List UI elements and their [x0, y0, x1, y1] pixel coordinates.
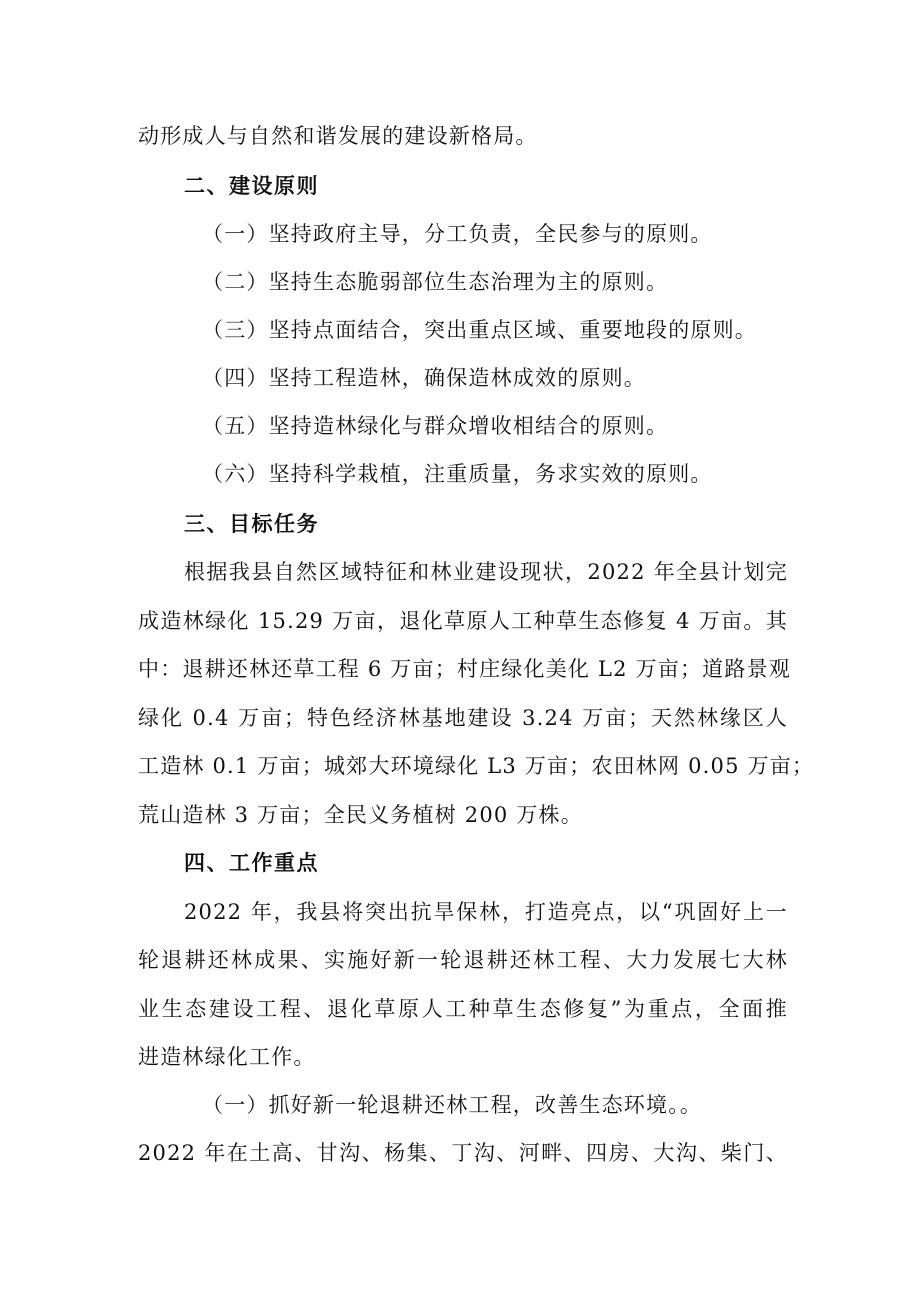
section-heading-focus: 四、工作重点 — [184, 851, 319, 875]
paragraph-line: 荒山造林 3 万亩；全民义务植树 200 万株。 — [138, 803, 583, 827]
section-heading-principles: 二、建设原则 — [184, 174, 319, 198]
paragraph-line: 进造林绿化工作。 — [138, 1045, 316, 1069]
principle-item: （三）坚持点面结合，突出重点区域、重要地段的原则。 — [202, 318, 757, 342]
paragraph-line: 成造林绿化 15.29 万亩，退化草原人工种草生态修复 4 万亩。其 — [138, 609, 788, 633]
paragraph-line: 业生态建设工程、退化草原人工种草生态修复”为重点，全面推 — [138, 997, 788, 1021]
paragraph-line: 中：退耕还林还草工程 6 万亩；村庄绿化美化 L2 万亩；道路景观 — [138, 657, 791, 681]
principle-item: （一）坚持政府主导，分工负责，全民参与的原则。 — [202, 222, 713, 246]
paragraph-line: 绿化 0.4 万亩；特色经济林基地建设 3.24 万亩；天然林缘区人 — [138, 706, 788, 730]
principle-item: （四）坚持工程造林，确保造林成效的原则。 — [202, 366, 646, 390]
principle-item: （六）坚持科学栽植，注重质量，务求实效的原则。 — [202, 462, 713, 486]
paragraph-line: 2022 年，我县将突出抗旱保林，打造亮点，以“巩固好上一 — [184, 900, 788, 924]
subsection-heading: （一）抓好新一轮退耕还林工程，改善生态环境。。 — [202, 1093, 703, 1117]
paragraph-line: 工造林 0.1 万亩；城郊大环境绿化 L3 万亩；农田林网 0.05 万亩； — [138, 754, 815, 778]
paragraph-line: 轮退耕还林成果、实施好新一轮退耕还林工程、大力发展七大林 — [138, 948, 788, 972]
principle-item: （五）坚持造林绿化与群众增收相结合的原则。 — [202, 414, 669, 438]
principle-item: （二）坚持生态脆弱部位生态治理为主的原则。 — [202, 270, 669, 294]
section-heading-targets: 三、目标任务 — [184, 512, 319, 536]
paragraph-line: 根据我县自然区域特征和林业建设现状，2022 年全县计划完 — [184, 560, 788, 584]
paragraph-line: 2022 年在土高、甘沟、杨集、丁沟、河畔、四房、大沟、柴门、 — [138, 1141, 788, 1165]
paragraph-line: 动形成人与自然和谐发展的建设新格局。 — [138, 124, 538, 148]
